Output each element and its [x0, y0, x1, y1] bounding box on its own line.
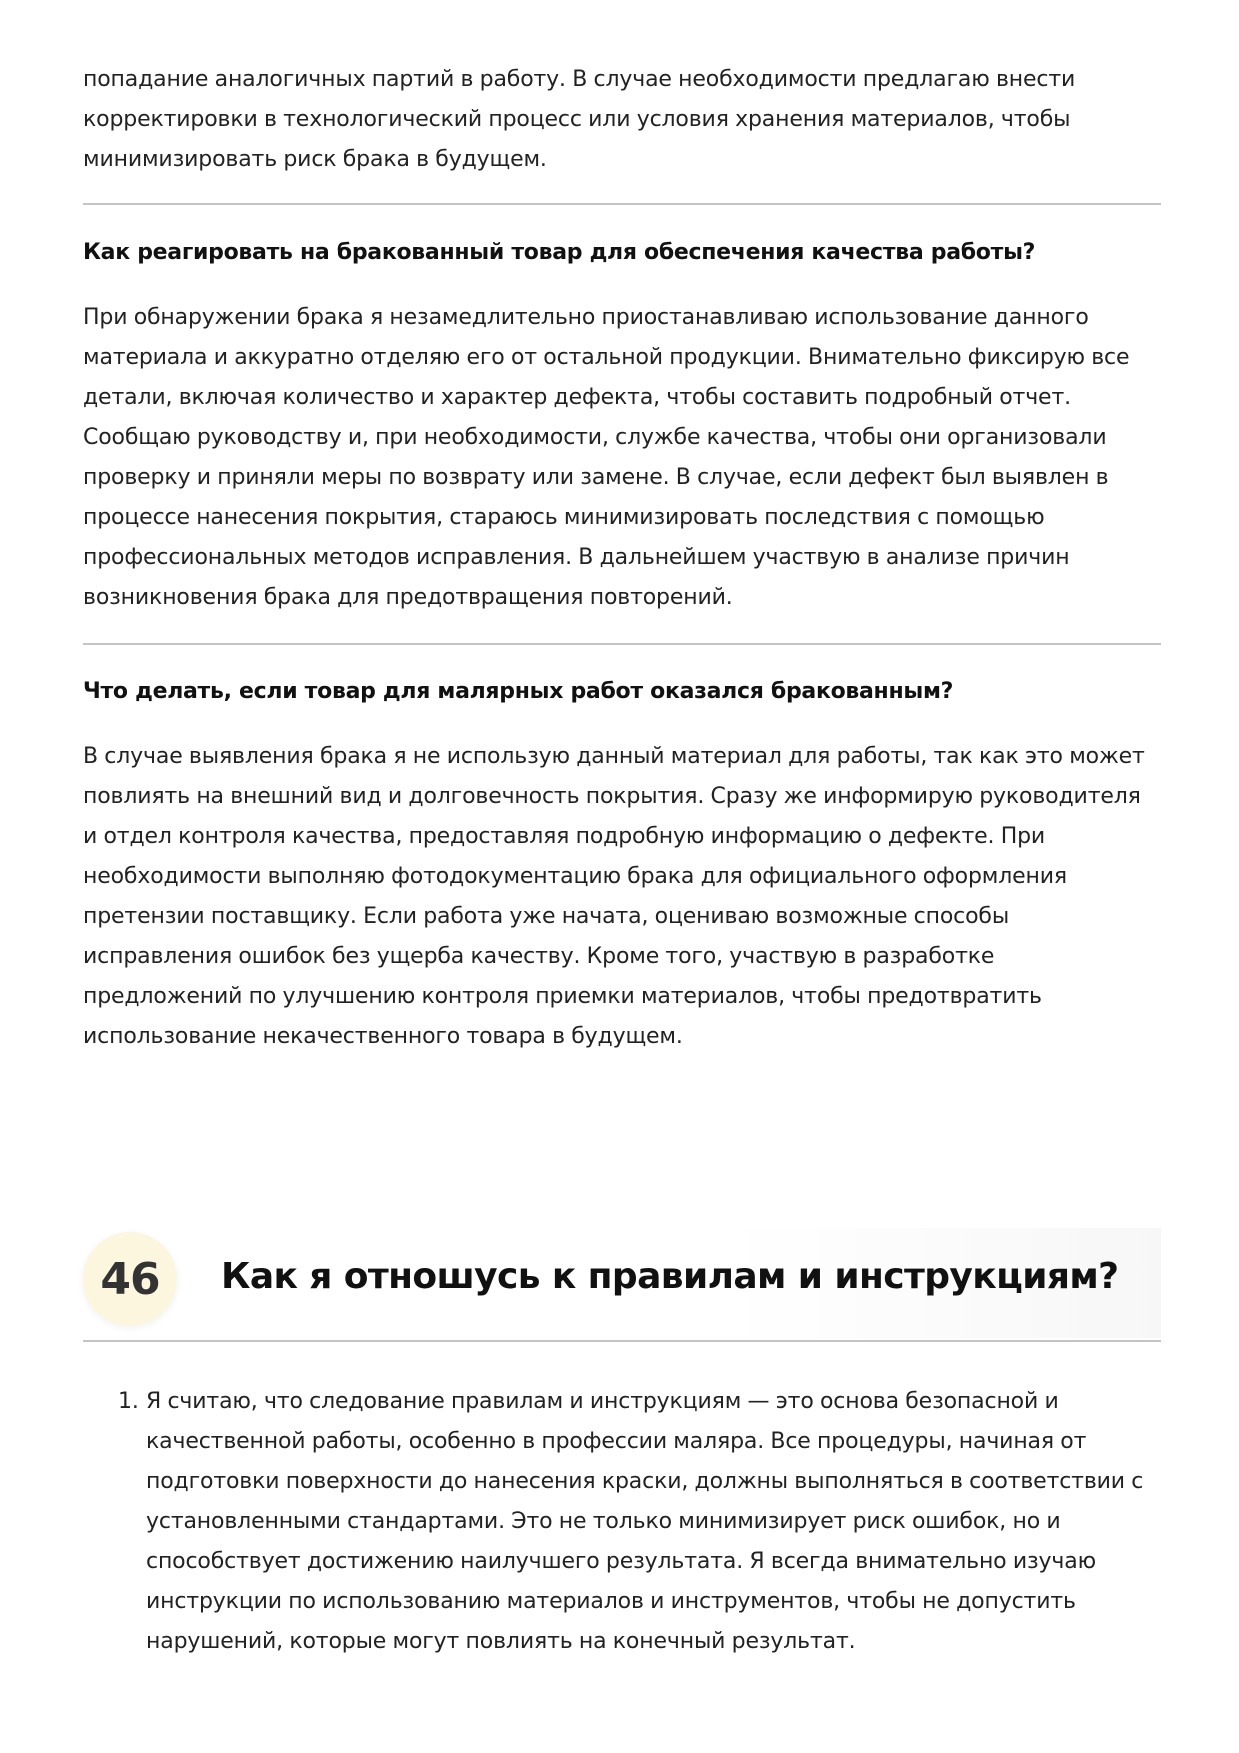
section-divider [83, 203, 1161, 205]
answer-paragraph [83, 737, 1145, 1057]
section-divider [83, 1340, 1161, 1342]
section-header [83, 1228, 1161, 1338]
paragraph-line: процессе нанесения покрытия, стараюсь минимизировать последствия с помощью [83, 505, 1045, 530]
paragraph-line: Я считаю, что следование правилам и инструкциям — это основа безопасной и [146, 1389, 1059, 1414]
question-heading: Что делать, если товар для малярных работ оказался бракованным? [83, 679, 954, 704]
question-heading: Как реагировать на бракованный товар для обеспечения качества работы? [83, 240, 1036, 265]
paragraph-line: В случае выявления брака я не использую данный материал для работы, так как это может [83, 744, 1145, 769]
paragraph-line: инструкции по использованию материалов и инструментов, чтобы не допустить [146, 1589, 1076, 1614]
paragraph-line: профессиональных методов исправления. В дальнейшем участвую в анализе причин [83, 545, 1070, 570]
paragraph-line: материала и аккуратно отделяю его от остальной продукции. Внимательно фиксирую все [83, 345, 1130, 370]
paragraph-line: и отдел контроля качества, предоставляя подробную информацию о дефекте. При [83, 824, 1046, 849]
paragraph-line: предложений по улучшению контроля приемки материалов, чтобы предотвратить [83, 984, 1042, 1009]
paragraph-line: минимизировать риск брака в будущем. [83, 147, 547, 172]
paragraph-line: способствует достижению наилучшего результата. Я всегда внимательно изучаю [146, 1549, 1096, 1574]
paragraph-line: использование некачественного товара в будущем. [83, 1024, 683, 1049]
paragraph-line: Сообщаю руководству и, при необходимости, службе качества, чтобы они организовали [83, 425, 1107, 450]
paragraph-line: проверку и приняли меры по возврату или замене. В случае, если дефект был выявлен в [83, 465, 1109, 490]
paragraph-line: необходимости выполняю фотодокументацию брака для официального оформления [83, 864, 1068, 889]
paragraph-line: корректировки в технологический процесс или условия хранения материалов, чтобы [83, 107, 1071, 132]
list-item [83, 1382, 1161, 1662]
answer-list [83, 1382, 1161, 1662]
paragraph-line: претензии поставщику. Если работа уже начата, оцениваю возможные способы [83, 904, 1010, 929]
paragraph-line: возникновения брака для предотвращения повторений. [83, 585, 733, 610]
paragraph-line: нарушений, которые могут повлиять на конечный результат. [146, 1629, 856, 1654]
answer-paragraph [83, 298, 1129, 618]
paragraph-line: качественной работы, особенно в профессии маляра. Все процедуры, начиная от [146, 1429, 1087, 1454]
list-item-number: 1. [118, 1389, 139, 1414]
paragraph-line: исправления ошибок без ущерба качеству. Кроме того, участвую в разработке [83, 944, 995, 969]
paragraph-line: установленными стандартами. Это не только минимизирует риск ошибок, но и [146, 1509, 1061, 1534]
paragraph-line: повлиять на внешний вид и долговечность покрытия. Сразу же информирую руководителя [83, 784, 1141, 809]
paragraph-line: подготовки поверхности до нанесения краски, должны выполняться в соответствии с [146, 1469, 1144, 1494]
section-divider [83, 643, 1161, 645]
paragraph-line: попадание аналогичных партий в работу. В случае необходимости предлагаю внести [83, 67, 1076, 92]
intro-paragraph [83, 60, 1075, 180]
section-title: Как я отношусь к правилам и инструкциям? [221, 1256, 1119, 1297]
paragraph-line: При обнаружении брака я незамедлительно приостанавливаю использование данного [83, 305, 1089, 330]
paragraph-line: детали, включая количество и характер дефекта, чтобы составить подробный отчет. [83, 385, 1071, 410]
section-number-badge: 46 [83, 1232, 177, 1326]
